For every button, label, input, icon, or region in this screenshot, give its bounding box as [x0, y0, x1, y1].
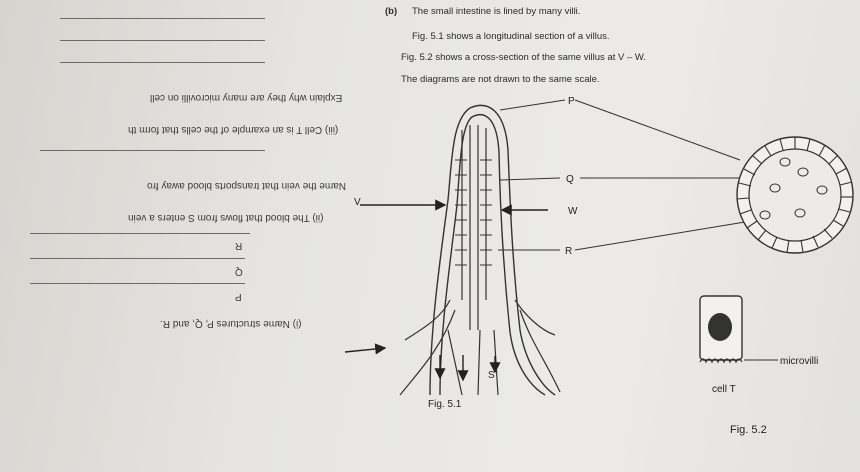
label-microvilli: microvilli: [780, 356, 819, 367]
label-v: V: [354, 197, 361, 208]
label-s: S: [488, 370, 495, 381]
fig1-caption: Fig. 5.1: [428, 399, 462, 410]
label-q: Q: [566, 174, 574, 185]
part-label: (b): [385, 6, 398, 17]
label-w: W: [568, 206, 578, 217]
scale-note: The diagrams are not drawn to the same scale.: [401, 74, 600, 85]
villus-cross-section: [700, 137, 853, 362]
mirrored-question-iii: (iii) Cell T is an example of the cells that form th: [128, 124, 339, 135]
mirrored-question-i: (i) Name structures P, Q, and R.: [160, 318, 302, 329]
label-p: P: [568, 96, 575, 107]
mirrored-label-q: Q: [235, 266, 243, 277]
mirrored-question-explain: Explain why they are many microvilli on cell: [150, 92, 343, 103]
mirrored-label-p: P: [235, 291, 242, 302]
mirrored-question-ii: (ii) The blood that flows from S enters a vein: [128, 212, 324, 223]
mirrored-question-name-vein: Name the vein that transports blood away fro: [147, 180, 346, 191]
intro-text: The small intestine is lined by many villi.: [412, 6, 581, 17]
label-cell-t: cell T: [712, 384, 736, 395]
fig2-description: Fig. 5.2 shows a cross-section of the same villus at V – W.: [401, 52, 646, 63]
fig1-description: Fig. 5.1 shows a longitudinal section of a villus.: [412, 31, 610, 42]
fig2-caption: Fig. 5.2: [730, 424, 767, 436]
label-r: R: [565, 246, 573, 257]
mirrored-label-r: R: [235, 240, 243, 251]
